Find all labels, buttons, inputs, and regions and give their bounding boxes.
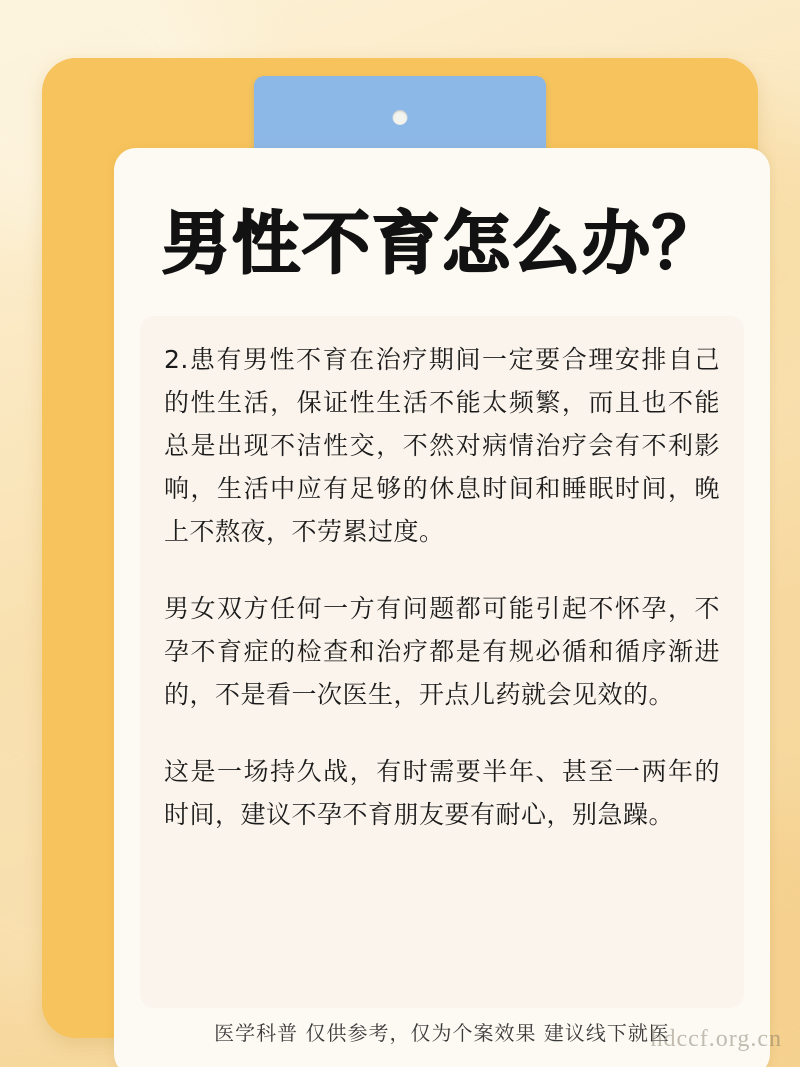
paragraph: 男女双方任何一方有问题都可能引起不怀孕，不孕不育症的检查和治疗都是有规必循和循序渐进的，不是看一次医生，开点儿药就会见效的。 <box>164 594 720 709</box>
disclaimer-note: 医学科普 仅供参考，仅为个案效果 建议线下就医 <box>214 1021 670 1045</box>
watermark: hdccf.org.cn <box>650 1026 782 1052</box>
paragraph: 这是一场持久战，有时需要半年、甚至一两年的时间，建议不孕不育朋友要有耐心，别急躁。 <box>164 757 720 829</box>
paper-sheet <box>114 148 770 1067</box>
article-body <box>140 316 744 1008</box>
page-title: 男性不育怎么办？ <box>161 205 722 284</box>
clipboard-hole-icon <box>393 110 408 125</box>
clipboard-clamp-icon <box>254 76 546 154</box>
clipboard-clamp-tab <box>350 82 450 102</box>
paragraph: 2.患有男性不育在治疗期间一定要合理安排自己的性生活，保证性生活不能太频繁，而且也不能总是出现不洁性交，不然对病情治疗会有不利影响，生活中应有足够的休息时间和睡眠时间，晚上不熬夜，不劳累过度。 <box>164 345 720 546</box>
